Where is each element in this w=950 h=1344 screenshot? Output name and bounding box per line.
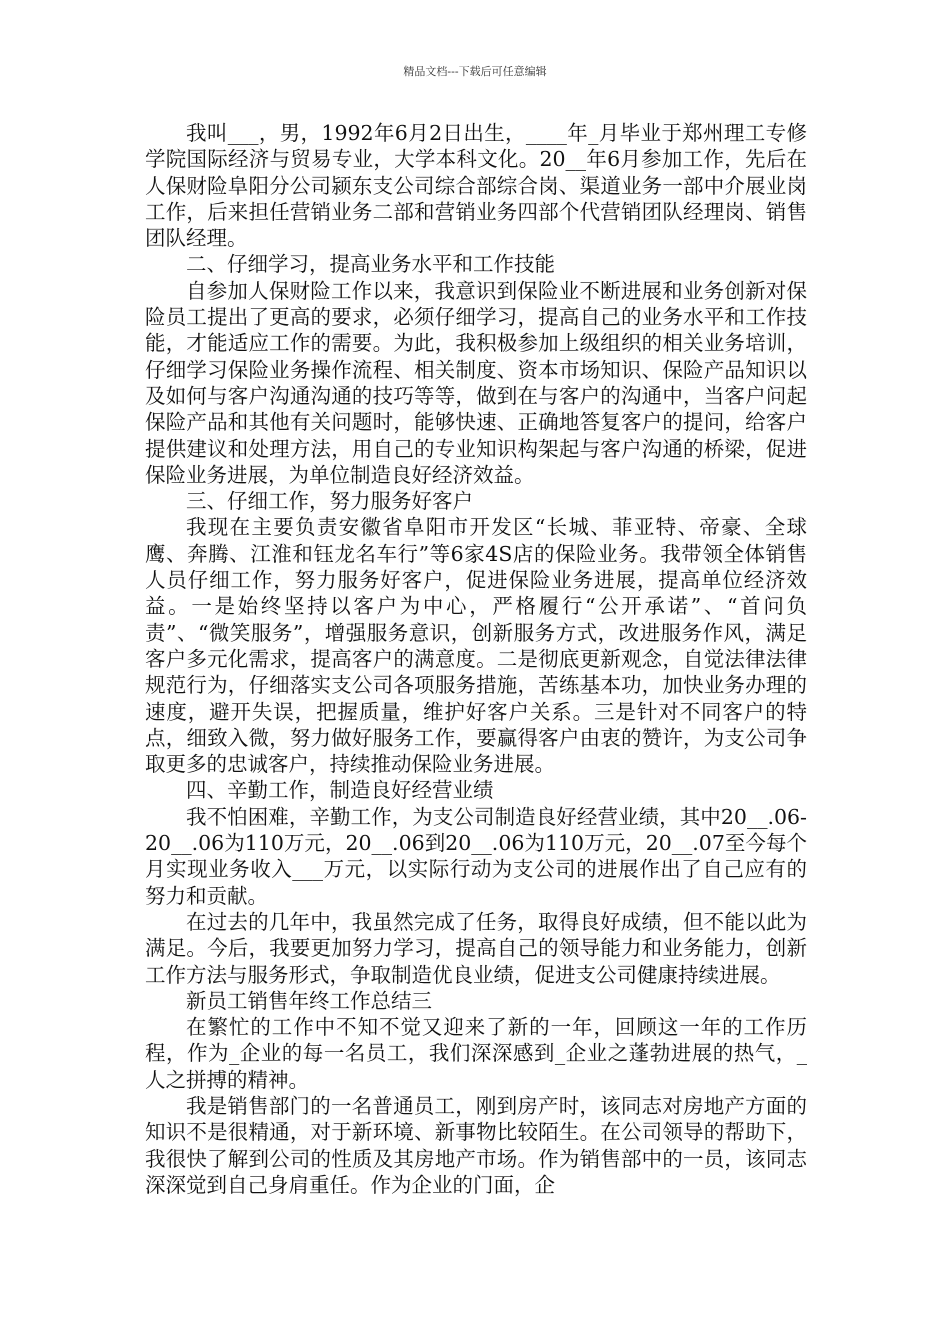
document-body [145, 120, 807, 1198]
paragraph-study: 自参加人保财险工作以来，我意识到保险业不断进展和业务创新对保险员工提出了更高的要求，必须仔细学习，提高自己的业务水平和工作技能，才能适应工作的需要。为此，我积极参加上级组织的相关业务培训，仔细学习保险业务操作流程、相关制度、资本市场知识、保险产品知识以及如何与客户沟通沟通的技巧等等，做到在与客户的沟通中，当客户问起保险产品和其他有关问题时，能够快速、正确地答复客户的提问，给客户提供建议和处理方法，用自己的专业知识构架起与客户沟通的桥梁，促进保险业务进展，为单位制造良好经济效益。 [145, 278, 807, 487]
paragraph-intro: 我叫___，男，1992年6月2日出生，____年_月毕业于郑州理工专修学院国际经济与贸易专业，大学本科文化。20__年6月参加工作，先后在人保财险阜阳分公司颍东支公司综合部综合岗、渠道业务一部中介展业岗工作，后来担任营销业务二部和营销业务四部个代营销团队经理岗、销售团队经理。 [145, 121, 807, 251]
section-heading-3: 三、仔细工作，努力服务好客户 [186, 489, 473, 514]
paragraph-service: 我现在主要负责安徽省阜阳市开发区“长城、菲亚特、帝豪、全球鹰、奔腾、江淮和钰龙名车行”等6家4S店的保险业务。我带领全体销售人员仔细工作，努力服务好客户，促进保险业务进展，提高单位经济效益。一是始终坚持以客户为中心，严格履行“公开承诺”、“首问负责”、“微笑服务”，增强服务意识，创新服务方式，改进服务作风，满足客户多元化需求，提高客户的满意度。二是彻底更新观念，自觉法律法律规范行为，仔细落实支公司各项服务措施，苦练基本功，加快业务办理的速度，避开失误，把握质量，维护好客户关系。三是针对不同客户的特点，细致入微，努力做好服务工作，要赢得客户由衷的赞许，为支公司争取更多的忠诚客户，持续推动保险业务进展。 [145, 515, 807, 777]
paragraph-performance: 我不怕困难，辛勤工作，为支公司制造良好经营业绩，其中20__.06-20__.06为110万元，20__.06到20__.06为110万元，20__.07至今每个月实现业务收入___万元，以实际行动为支公司的进展作出了自己应有的努力和贡献。 [145, 804, 807, 908]
section-heading-2: 二、仔细学习，提高业务水平和工作技能 [186, 252, 555, 277]
section-heading-4: 四、辛勤工作，制造良好经营业绩 [186, 778, 494, 803]
paragraph-sales-dept: 我是销售部门的一名普通员工，刚到房产时，该同志对房地产方面的知识不是很精通，对于新环境、新事物比较陌生。在公司领导的帮助下，我很快了解到公司的性质及其房地产市场。作为销售部中的一员，该同志深深觉到自己身肩重任。作为企业的门面，企 [145, 1093, 807, 1197]
paragraph-outlook: 在过去的几年中，我虽然完成了任务，取得良好成绩，但不能以此为满足。今后，我要更加努力学习，提高自己的领导能力和业务能力，创新工作方法与服务形式，争取制造优良业绩，促进支公司健康持续进展。 [145, 909, 807, 987]
paragraph-new-year: 在繁忙的工作中不知不觉又迎来了新的一年，回顾这一年的工作历程，作为_企业的每一名员工，我们深深感到_企业之蓬勃进展的热气，_人之拼搏的精神。 [145, 1015, 807, 1092]
page-header: 精品文档---下载后可任意编辑 [403, 65, 547, 78]
section-title-summary-3: 新员工销售年终工作总结三 [186, 988, 432, 1013]
